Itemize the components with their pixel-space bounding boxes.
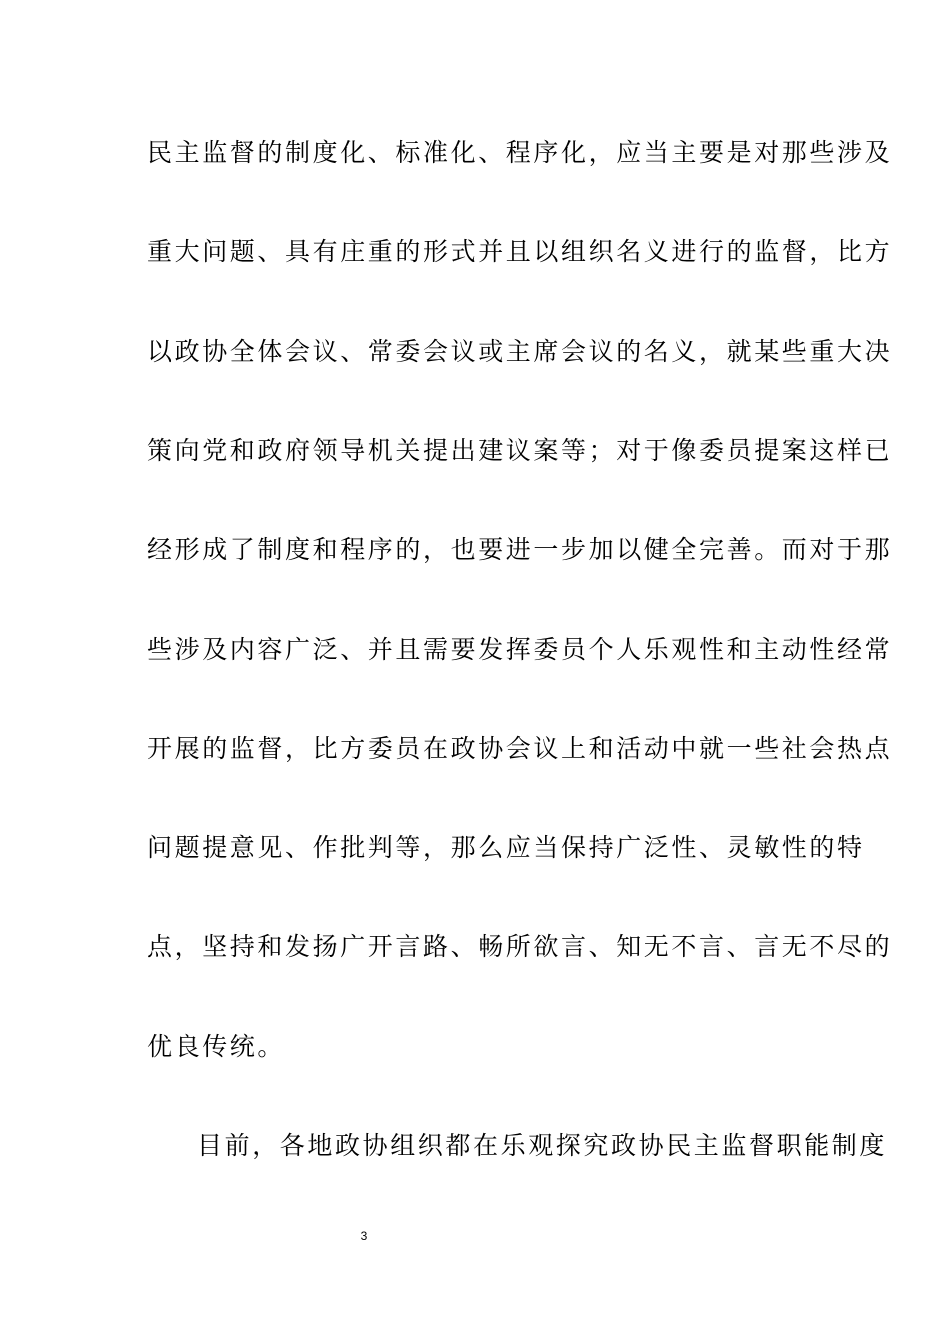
page-number: 3 — [360, 1229, 368, 1243]
text-line: 些涉及内容广泛、并且需要发挥委员个人乐观性和主动性经常 — [147, 635, 893, 664]
text-line: 重大问题、具有庄重的形式并且以组织名义进行的监督，比方 — [147, 237, 893, 266]
text-line: 目前，各地政协组织都在乐观探究政协民主监督职能制度 — [197, 1131, 888, 1160]
text-line: 民主监督的制度化、标准化、程序化，应当主要是对那些涉及 — [147, 138, 893, 167]
text-line: 点，坚持和发扬广开言路、畅所欲言、知无不言、言无不尽的 — [147, 932, 893, 961]
text-line: 策向党和政府领导机关提出建议案等；对于像委员提案这样已 — [147, 436, 893, 465]
text-line: 经形成了制度和程序的，也要进一步加以健全完善。而对于那 — [147, 535, 893, 564]
text-line: 以政协全体会议、常委会议或主席会议的名义，就某些重大决 — [147, 337, 893, 366]
text-line: 问题提意见、作批判等，那么应当保持广泛性、灵敏性的特 — [147, 833, 865, 862]
text-line: 优良传统。 — [147, 1032, 286, 1061]
text-line: 开展的监督，比方委员在政协会议上和活动中就一些社会热点 — [147, 734, 893, 763]
